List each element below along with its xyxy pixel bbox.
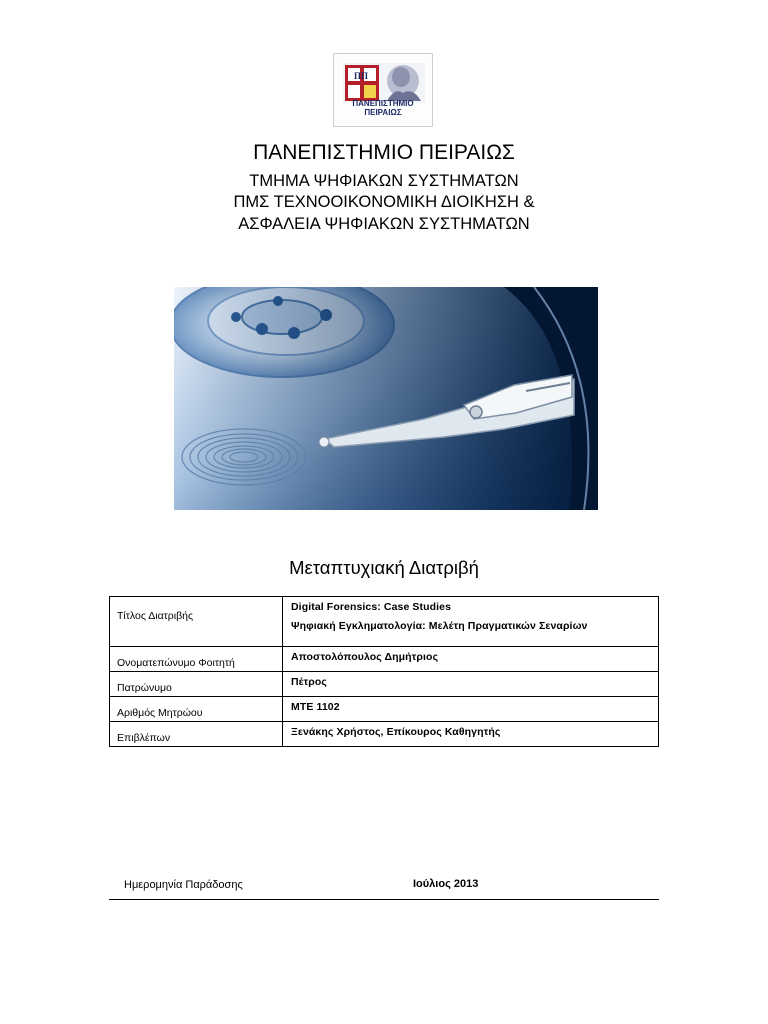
row-value: Πέτρος <box>283 672 659 697</box>
department-title: ΤΜΗΜΑ ΨΗΦΙΑΚΩΝ ΣΥΣΤΗΜΑΤΩΝ <box>249 172 519 190</box>
thesis-title-greek: Ψηφιακή Εγκληματολογία: Μελέτη Πραγματικών Σεναρίων <box>291 620 588 632</box>
footer-divider <box>109 899 659 900</box>
hard-drive-fingerprint-image <box>174 287 598 510</box>
row-label: Πατρώνυμο <box>110 672 283 697</box>
thesis-info-table <box>109 596 659 747</box>
university-logo <box>333 53 433 127</box>
table-row <box>110 647 659 672</box>
program-title-line2: ΑΣΦΑΛΕΙΑ ΨΗΦΙΑΚΩΝ ΣΥΣΤΗΜΑΤΩΝ <box>238 215 530 233</box>
thesis-title-english: Digital Forensics: Case Studies <box>291 601 452 613</box>
document-type-title: Μεταπτυχιακή Διατριβή <box>289 557 479 578</box>
table-row <box>110 597 659 647</box>
logo-text-line1: ΠΑΝΕΠΙΣΤΗΜΙΟ <box>352 99 414 108</box>
program-title-line1: ΠΜΣ ΤΕΧΝΟΟΙΚΟΝΟΜΙΚΗ ΔΙΟΙΚΗΣΗ & <box>233 193 535 211</box>
row-value: ΜΤΕ 1102 <box>283 697 659 722</box>
table-row <box>110 672 659 697</box>
row-value <box>283 597 659 647</box>
row-label: Τίτλος Διατριβής <box>110 597 283 647</box>
delivery-date-value: Ιούλιος 2013 <box>413 878 479 890</box>
delivery-date-label: Ημερομηνία Παράδοσης <box>124 879 243 891</box>
row-label: Αριθμός Μητρώου <box>110 697 283 722</box>
logo-text <box>334 99 432 117</box>
university-emblem-icon <box>343 63 425 103</box>
logo-mark-letters: ΠΠ <box>354 71 369 81</box>
row-value: Ξενάκης Χρήστος, Επίκουρος Καθηγητής <box>283 722 659 747</box>
row-value: Αποστολόπουλος Δημήτριος <box>283 647 659 672</box>
row-label: Ονοματεπώνυμο Φοιτητή <box>110 647 283 672</box>
table-row <box>110 697 659 722</box>
row-label: Επιβλέπων <box>110 722 283 747</box>
university-title: ΠΑΝΕΠΙΣΤΗΜΙΟ ΠΕΙΡΑΙΩΣ <box>253 141 515 164</box>
table-row <box>110 722 659 747</box>
logo-text-line2: ΠΕΙΡΑΙΩΣ <box>364 108 402 117</box>
